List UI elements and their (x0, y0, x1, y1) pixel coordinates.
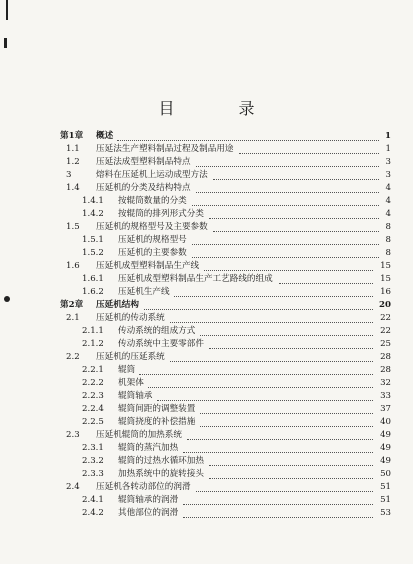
toc-entry[interactable] (0, 416, 413, 429)
dot-leader (183, 503, 373, 505)
toc-entry[interactable] (0, 156, 413, 169)
dot-leader (139, 373, 373, 375)
dot-leader (200, 334, 373, 336)
toc-entry-page: 22 (380, 313, 391, 323)
dot-leader (213, 230, 379, 232)
toc-entry-title: 压延机的规格型号 (118, 235, 187, 245)
toc-entry-title: 压延机辊筒的加热系统 (96, 430, 182, 440)
toc-entry-title: 压延法成型塑料制品特点 (96, 157, 191, 167)
toc-entry-number: 2.2 (66, 352, 80, 362)
toc-entry-number: 2.2.2 (82, 378, 104, 388)
toc-entry[interactable] (0, 390, 413, 403)
toc-entry-page: 51 (380, 482, 391, 492)
toc-entry-number: 1.4 (66, 183, 80, 193)
toc-entry-title: 加热系统中的旋转接头 (118, 469, 204, 479)
toc-entry-number: 2.3.3 (82, 469, 104, 479)
toc-entry[interactable] (0, 481, 413, 494)
toc-entry-page: 28 (380, 365, 391, 375)
toc-entry[interactable] (0, 273, 413, 286)
toc-entry-number: 2.2.3 (82, 391, 104, 401)
toc-entry-title: 机架体 (118, 378, 144, 388)
dot-leader (196, 490, 373, 492)
toc-entry-number: 2.2.1 (82, 365, 104, 375)
toc-entry[interactable] (0, 221, 413, 234)
toc-entry-title: 传动系统的组成方式 (118, 326, 196, 336)
toc-entry-page: 8 (385, 222, 391, 232)
toc-entry-number: 1.6.2 (82, 287, 104, 297)
dot-leader (187, 438, 373, 440)
toc-entry[interactable] (0, 247, 413, 260)
toc-entry-title: 辊筒轴承 (118, 391, 153, 401)
toc-entry[interactable] (0, 338, 413, 351)
toc-entry-title: 压延机的分类及结构特点 (96, 183, 191, 193)
toc-entry-title: 压延机成型塑料制品生产工艺路线的组成 (118, 274, 273, 284)
toc-entry-number: 2.3.2 (82, 456, 104, 466)
toc-entry-number: 1.2 (66, 157, 80, 167)
dot-leader (209, 217, 379, 219)
scan-edge-mark (6, 0, 8, 20)
toc-entry[interactable] (0, 455, 413, 468)
toc-entry[interactable] (0, 377, 413, 390)
dot-leader (213, 178, 379, 180)
scan-edge-mark (4, 38, 7, 48)
toc-entry-number: 第1章 (60, 131, 84, 141)
toc-entry-page: 8 (385, 248, 391, 258)
toc-entry-title: 熔料在压延机上运动成型方法 (96, 170, 208, 180)
toc-entry-number: 2.4 (66, 482, 80, 492)
toc-entry[interactable] (0, 403, 413, 416)
dot-leader (209, 464, 373, 466)
toc-chapter-entry[interactable] (0, 130, 413, 143)
toc-entry-page: 15 (380, 274, 391, 284)
toc-entry-number: 2.1 (66, 313, 80, 323)
toc-entry[interactable] (0, 364, 413, 377)
toc-entry-page: 50 (380, 469, 391, 479)
toc-entry-number: 1.6.1 (82, 274, 104, 284)
toc-entry-title: 压延法生产塑料制品过程及制品用途 (96, 144, 234, 154)
toc-entry[interactable] (0, 442, 413, 455)
dot-leader (144, 308, 374, 310)
toc-entry-title: 压延机各转动部位的润滑 (96, 482, 191, 492)
toc-entry[interactable] (0, 325, 413, 338)
dot-leader (183, 451, 373, 453)
toc-entry[interactable] (0, 312, 413, 325)
dot-leader (192, 256, 379, 258)
toc-entry-number: 1.5.2 (82, 248, 104, 258)
toc-entry[interactable] (0, 260, 413, 273)
toc-entry-title: 压延机的主要参数 (118, 248, 187, 258)
dot-leader (117, 139, 379, 141)
dot-leader (279, 282, 373, 284)
toc-entry-page: 4 (385, 183, 391, 193)
toc-entry[interactable] (0, 494, 413, 507)
toc-entry-title: 其他部位的润滑 (118, 508, 179, 518)
dot-leader (192, 243, 379, 245)
toc-entry-page: 4 (385, 209, 391, 219)
toc-entry-number: 2.4.1 (82, 495, 104, 505)
dot-leader (170, 321, 373, 323)
dot-leader (200, 412, 373, 414)
toc-entry-title: 压延机的压延系统 (96, 352, 165, 362)
dot-leader (157, 399, 373, 401)
toc-entry-number: 1.5 (66, 222, 80, 232)
toc-entry-title: 按辊筒的排列形式分类 (118, 209, 204, 219)
toc-entry-title: 辊筒间距的调整装置 (118, 404, 196, 414)
dot-leader (209, 347, 373, 349)
toc-entry-page: 16 (380, 287, 391, 297)
dot-leader (196, 191, 379, 193)
toc-entry-page: 22 (380, 326, 391, 336)
toc-entry-number: 第2章 (60, 300, 84, 310)
toc-entry-number: 1.4.1 (82, 196, 104, 206)
toc-entry-number: 1.1 (66, 144, 80, 154)
page-title: 目 录 (158, 99, 279, 118)
toc-entry-page: 51 (380, 495, 391, 505)
toc-entry-title: 辊筒的过热水循环加热 (118, 456, 204, 466)
toc-entry[interactable] (0, 195, 413, 208)
toc-entry-page: 28 (380, 352, 391, 362)
toc-entry-title: 传动系统中主要零部件 (118, 339, 204, 349)
toc-entry-page: 49 (380, 443, 391, 453)
toc-entry[interactable] (0, 143, 413, 156)
toc-entry[interactable] (0, 507, 413, 520)
toc-entry-number: 2.1.2 (82, 339, 104, 349)
toc-entry-number: 2.1.1 (82, 326, 104, 336)
toc-entry-number: 1.6 (66, 261, 80, 271)
dot-leader (170, 360, 373, 362)
toc-entry[interactable] (0, 234, 413, 247)
toc-entry-page: 53 (380, 508, 391, 518)
toc-entry-number: 2.3.1 (82, 443, 104, 453)
toc-entry-page: 37 (380, 404, 391, 414)
toc-entry-title: 压延机生产线 (118, 287, 170, 297)
toc-entry-number: 2.2.5 (82, 417, 104, 427)
toc-entry-page: 33 (380, 391, 391, 401)
toc-entry[interactable] (0, 169, 413, 182)
toc-entry-number: 1.5.1 (82, 235, 104, 245)
toc-entry-page: 4 (385, 196, 391, 206)
toc-entry-number: 2.3 (66, 430, 80, 440)
dot-leader (148, 386, 373, 388)
toc-entry-title: 压延机的规格型号及主要参数 (96, 222, 208, 232)
toc-entry[interactable] (0, 351, 413, 364)
toc-entry-page: 20 (379, 300, 391, 310)
dot-leader (192, 204, 379, 206)
toc-entry-page: 40 (380, 417, 391, 427)
toc-entry-title: 辊筒 (118, 365, 136, 375)
toc-entry-page: 1 (385, 131, 391, 141)
toc-entry-title: 压延机成型塑料制品生产线 (96, 261, 200, 271)
toc-entry-page: 32 (380, 378, 391, 388)
toc-entry-title: 压延机的传动系统 (96, 313, 165, 323)
toc-entry-number: 3 (66, 170, 72, 180)
toc-entry-page: 49 (380, 456, 391, 466)
toc-entry-title: 压延机结构 (96, 300, 139, 310)
toc-entry-number: 1.4.2 (82, 209, 104, 219)
toc-entry-title: 辊筒轴承的润滑 (118, 495, 179, 505)
dot-leader (209, 477, 373, 479)
toc-entry-page: 3 (385, 157, 391, 167)
toc-entry[interactable] (0, 429, 413, 442)
toc-entry-page: 25 (380, 339, 391, 349)
dot-leader (200, 425, 373, 427)
toc-entry[interactable] (0, 468, 413, 481)
toc-chapter-entry[interactable] (0, 299, 413, 312)
dot-leader (174, 295, 373, 297)
toc-entry-number: 2.4.2 (82, 508, 104, 518)
toc-entry[interactable] (0, 286, 413, 299)
dot-leader (196, 165, 379, 167)
toc-entry[interactable] (0, 208, 413, 221)
toc-entry-page: 3 (385, 170, 391, 180)
toc-entry-title: 辊筒的蒸汽加热 (118, 443, 179, 453)
dot-leader (239, 152, 379, 154)
toc-entry-title: 辊筒挠度的补偿措施 (118, 417, 196, 427)
toc-entry-title: 概述 (96, 131, 114, 141)
toc-entry[interactable] (0, 182, 413, 195)
toc-entry-page: 8 (385, 235, 391, 245)
toc-entry-page: 1 (385, 144, 391, 154)
dot-leader (204, 269, 373, 271)
toc-entry-title: 按辊筒数量的分类 (118, 196, 187, 206)
dot-leader (183, 516, 373, 518)
toc-entry-number: 2.2.4 (82, 404, 104, 414)
toc-entry-page: 15 (380, 261, 391, 271)
toc-entry-page: 49 (380, 430, 391, 440)
